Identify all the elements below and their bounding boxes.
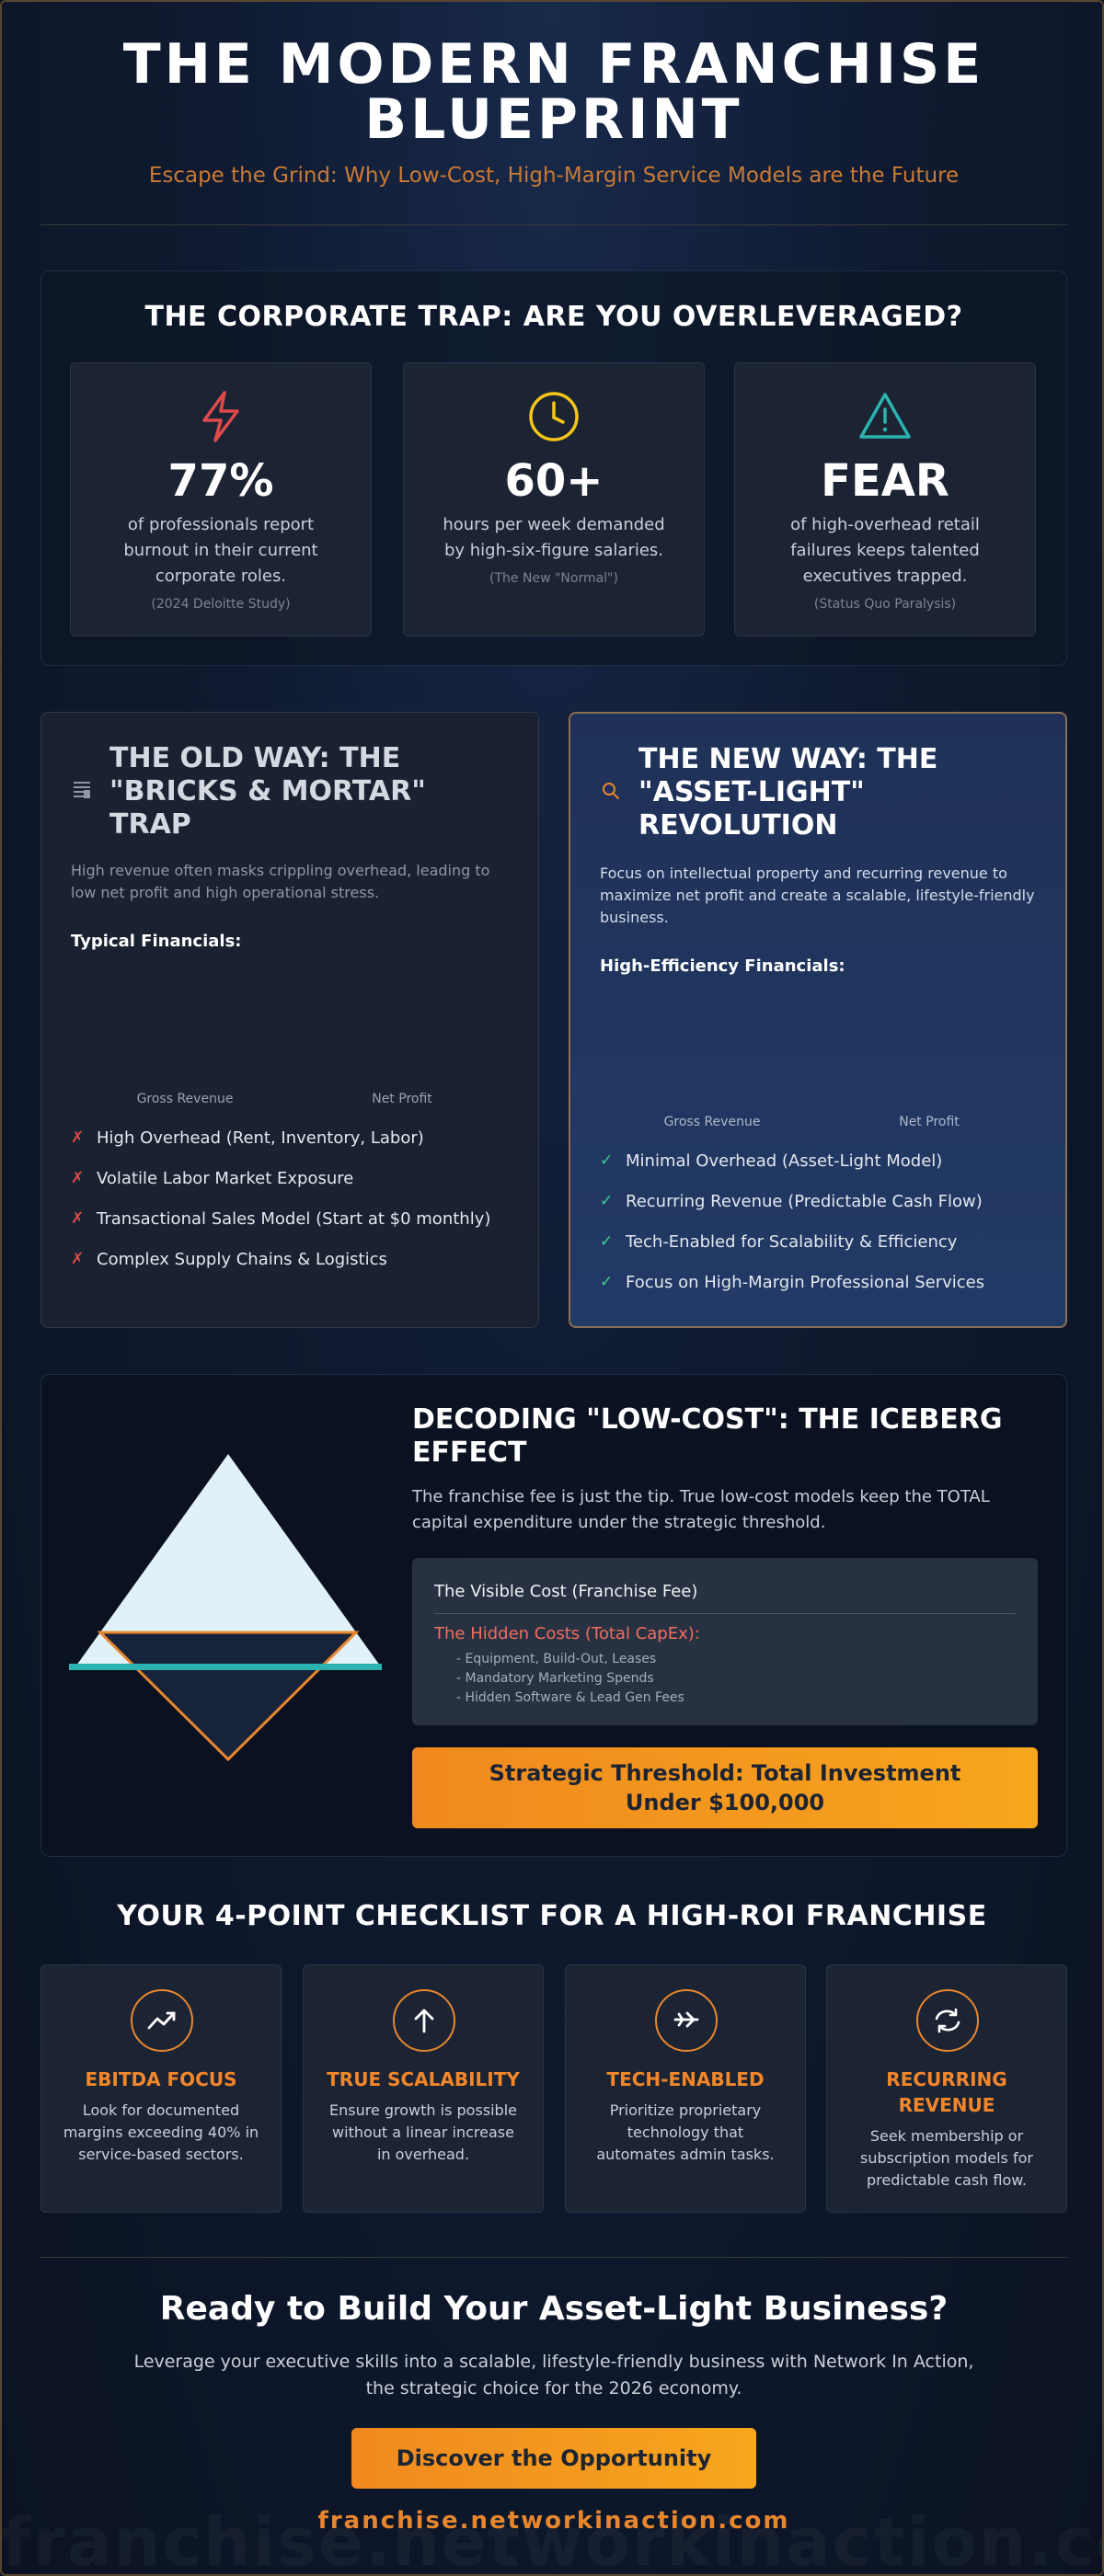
list-item: ✗ Complex Supply Chains & Logistics bbox=[71, 1249, 387, 1269]
recurring-icon bbox=[916, 1989, 979, 2052]
checklist-item-description: Look for documented margins exceeding 40% in service-based sectors. bbox=[63, 2101, 259, 2163]
hidden-cost-label: The Hidden Costs (Total CapEx): bbox=[434, 1624, 700, 1643]
checklist-title: YOUR 4-POINT CHECKLIST FOR A HIGH-ROI FRANCHISE bbox=[117, 1900, 987, 1932]
stat-source: (2024 Deloitte Study) bbox=[151, 597, 291, 612]
check-icon: ✓ bbox=[600, 1151, 614, 1170]
bar-label-gross-revenue: Gross Revenue bbox=[663, 1115, 761, 1129]
stat-value: 60+ bbox=[504, 455, 604, 507]
checklist-item-description: Ensure growth is possible without a linear increase in overhead. bbox=[328, 2101, 517, 2163]
stat-card-hours bbox=[403, 362, 705, 636]
check-icon: ✓ bbox=[600, 1192, 614, 1210]
checklist-item-title: TRUE SCALABILITY bbox=[327, 2068, 520, 2090]
new-way-financials-label: High-Efficiency Financials: bbox=[600, 956, 845, 976]
stat-source: (Status Quo Paralysis) bbox=[813, 597, 957, 612]
checklist-card-recurring bbox=[826, 1964, 1067, 2213]
arrow-up-icon bbox=[393, 1989, 455, 2052]
list-item: - Hidden Software & Lead Gen Fees bbox=[456, 1690, 684, 1705]
old-way-title: THE OLD WAY: THE "BRICKS & MORTAR" TRAP bbox=[109, 742, 426, 841]
title-line-1: THE MODERN FRANCHISE bbox=[122, 32, 985, 97]
check-icon: ✓ bbox=[600, 1232, 614, 1251]
bar-label-net-profit: Net Profit bbox=[372, 1092, 432, 1106]
visible-cost: The Visible Cost (Franchise Fee) bbox=[434, 1582, 698, 1601]
cost-divider bbox=[434, 1613, 1016, 1614]
warning-icon bbox=[735, 389, 1035, 444]
search-icon bbox=[600, 780, 622, 802]
list-item: ✗ Volatile Labor Market Exposure bbox=[71, 1168, 354, 1188]
iceberg-description: The franchise fee is just the tip. True low-cost models keep the TOTAL capital expenditure under the strategic threshold. bbox=[412, 1487, 990, 1532]
discover-opportunity-button[interactable]: Discover the Opportunity bbox=[351, 2428, 756, 2489]
cross-icon: ✗ bbox=[71, 1209, 85, 1228]
stat-description: of high-overhead retail failures keeps talented executives trapped. bbox=[790, 515, 980, 586]
lightning-icon bbox=[71, 389, 371, 444]
list-item: - Mandatory Marketing Spends bbox=[456, 1671, 654, 1686]
checklist-item-description: Seek membership or subscription models for predictable cash flow. bbox=[860, 2127, 1033, 2189]
cta-url-link[interactable]: franchise.networkinaction.com bbox=[317, 2507, 790, 2535]
list-item: ✓ Focus on High-Margin Professional Services bbox=[600, 1272, 985, 1292]
old-way-card bbox=[40, 712, 539, 1328]
old-way-description: High revenue often masks crippling overhead, leading to low net profit and high operational stress. bbox=[71, 862, 490, 901]
old-way-list bbox=[71, 1117, 520, 1279]
new-way-card bbox=[569, 712, 1067, 1328]
strategic-threshold-banner: Strategic Threshold: Total Investment Under $100,000 bbox=[412, 1747, 1038, 1828]
checklist-item-title: RECURRING REVENUE bbox=[886, 2068, 1007, 2116]
cta-description: Leverage your executive skills into a scalable, lifestyle-friendly business with Network In Action, the strategic choice for the 2026 economy. bbox=[133, 2352, 974, 2399]
checklist-item-description: Prioritize proprietary technology that automates admin tasks. bbox=[596, 2101, 775, 2163]
bar-label-gross-revenue: Gross Revenue bbox=[136, 1092, 234, 1106]
page-title bbox=[2, 32, 1104, 152]
checklist-card-ebitda bbox=[40, 1964, 282, 2213]
cross-icon: ✗ bbox=[71, 1128, 85, 1147]
stat-value: FEAR bbox=[821, 455, 949, 507]
new-way-title: THE NEW WAY: THE "ASSET-LIGHT" REVOLUTION bbox=[638, 743, 938, 841]
trend-icon bbox=[131, 1989, 193, 2052]
checklist-card-tech bbox=[565, 1964, 806, 2213]
corporate-trap-title: THE CORPORATE TRAP: ARE YOU OVERLEVERAGED? bbox=[144, 301, 963, 333]
bar-label-net-profit: Net Profit bbox=[899, 1115, 960, 1129]
cost-box bbox=[412, 1558, 1038, 1725]
building-icon bbox=[71, 779, 93, 801]
checklist-item-title: TECH-ENABLED bbox=[606, 2068, 765, 2090]
cross-icon: ✗ bbox=[71, 1250, 85, 1268]
checklist-item-title: EBITDA FOCUS bbox=[85, 2068, 237, 2090]
list-item: ✓ Recurring Revenue (Predictable Cash Flow) bbox=[600, 1191, 983, 1211]
new-way-list bbox=[600, 1140, 1047, 1302]
list-item: - Equipment, Build-Out, Leases bbox=[456, 1652, 657, 1666]
plane-icon bbox=[655, 1989, 718, 2052]
divider bbox=[40, 224, 1067, 225]
cta-title: Ready to Build Your Asset-Light Business? bbox=[159, 2290, 949, 2328]
page-subtitle: Escape the Grind: Why Low-Cost, High-Margin Service Models are the Future bbox=[148, 164, 960, 188]
stat-source: (The New "Normal") bbox=[489, 571, 618, 586]
check-icon: ✓ bbox=[600, 1273, 614, 1291]
hidden-cost-list bbox=[456, 1650, 684, 1708]
stat-description: of professionals report burnout in their current corporate roles. bbox=[123, 515, 318, 586]
divider bbox=[40, 2257, 1067, 2258]
cross-icon: ✗ bbox=[71, 1169, 85, 1187]
list-item: ✗ High Overhead (Rent, Inventory, Labor) bbox=[71, 1128, 424, 1148]
stat-description: hours per week demanded by high-six-figure salaries. bbox=[443, 515, 665, 560]
list-item: ✓ Minimal Overhead (Asset-Light Model) bbox=[600, 1151, 943, 1171]
title-line-2: BLUEPRINT bbox=[364, 87, 743, 152]
iceberg-illustration bbox=[69, 1454, 391, 1776]
iceberg-title: DECODING "LOW-COST": THE ICEBERG EFFECT bbox=[412, 1403, 1003, 1469]
list-item: ✓ Tech-Enabled for Scalability & Efficiency bbox=[600, 1231, 958, 1252]
stat-card-burnout bbox=[70, 362, 372, 636]
new-way-description: Focus on intellectual property and recurring revenue to maximize net profit and create a scalable, lifestyle-friendly business. bbox=[600, 864, 1035, 926]
list-item: ✗ Transactional Sales Model (Start at $0 monthly) bbox=[71, 1208, 491, 1229]
stat-value: 77% bbox=[167, 455, 274, 507]
stat-card-fear bbox=[734, 362, 1036, 636]
clock-icon bbox=[404, 389, 704, 444]
old-way-financials-label: Typical Financials: bbox=[71, 932, 242, 951]
checklist-card-scalability bbox=[303, 1964, 544, 2213]
